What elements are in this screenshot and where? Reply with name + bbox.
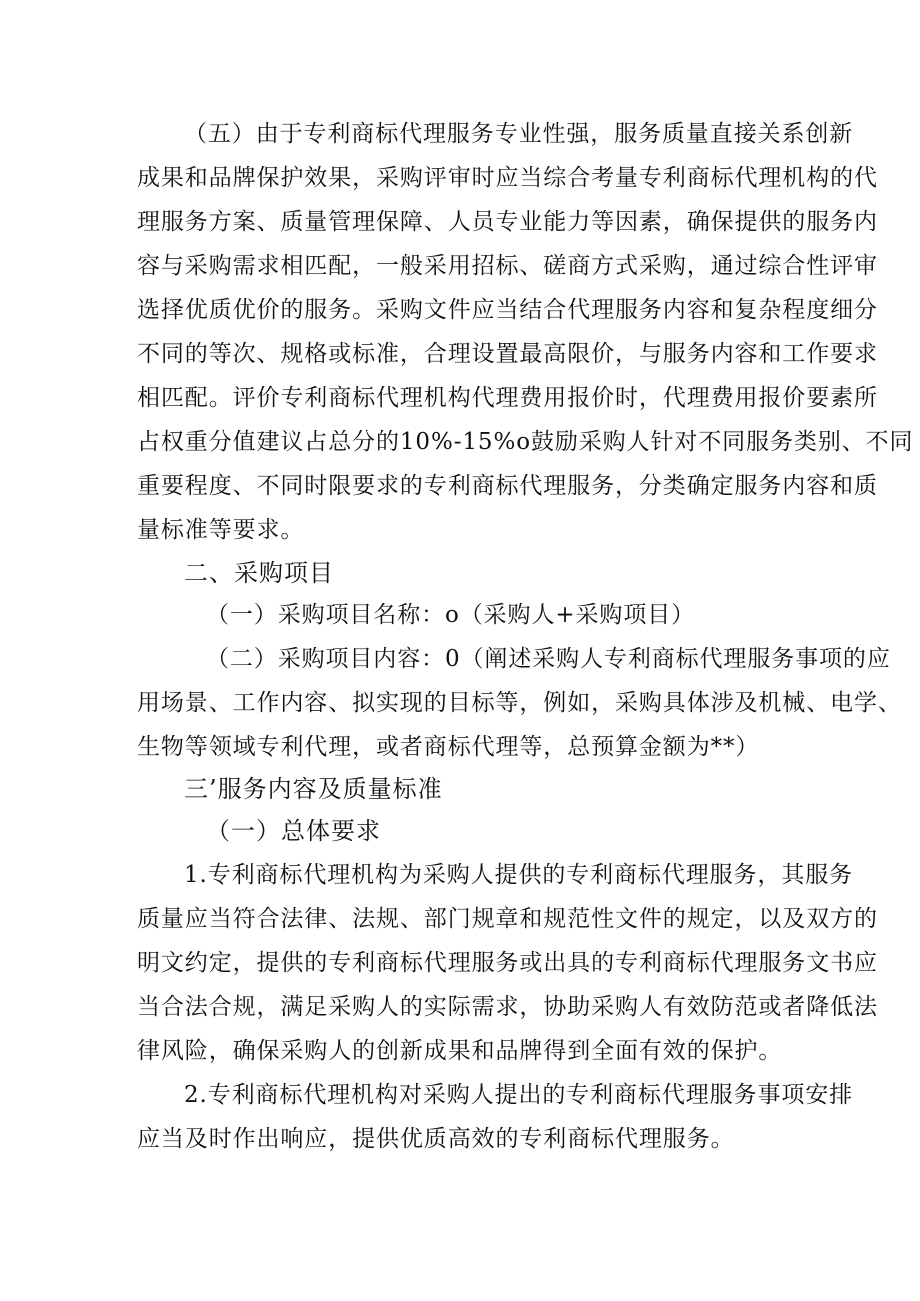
item-1-line: 1.专利商标代理机构为采购人提供的专利商标代理服务，其服务 xyxy=(184,862,854,888)
paragraph-line: 量标准等要求。 xyxy=(137,517,305,543)
item-1-line: 质量应当符合法律、法规、部门规章和规范性文件的规定，以及双方的 xyxy=(137,906,878,932)
item-1-line: 当合法合规，满足采购人的实际需求，协助采购人有效防范或者降低法 xyxy=(137,994,878,1020)
item-2-line: 应当及时作出响应，提供优质高效的专利商标代理服务。 xyxy=(137,1126,735,1152)
paragraph-line: 不同的等次、规格或标准，合理设置最高限价，与服务内容和工作要求 xyxy=(137,341,878,367)
paragraph-line: 占权重分值建议占总分的10%-15%o鼓励采购人针对不同服务类别、不同 xyxy=(137,429,914,455)
item-2-line: 2.专利商标代理机构对采购人提出的专利商标代理服务事项安排 xyxy=(184,1082,854,1108)
item-1-line: 明文约定，提供的专利商标代理服务或出具的专利商标代理服务文书应 xyxy=(137,950,878,976)
item-project-content-line: （二）采购项目内容：0（阐述采购人专利商标代理服务事项的应 xyxy=(206,646,891,672)
section-heading-procurement-project: 二、采购项目 xyxy=(184,559,334,587)
paragraph-line: 相匹配。评价专利商标代理机构代理费用报价时，代理费用报价要素所 xyxy=(137,385,878,411)
item-project-content-line: 生物等领域专利代理，或者商标代理等，总预算金额为**） xyxy=(137,734,760,760)
item-1-line: 律风险，确保采购人的创新成果和品牌得到全面有效的保护。 xyxy=(137,1038,783,1064)
paragraph-line: 重要程度、不同时限要求的专利商标代理服务，分类确定服务内容和质 xyxy=(137,473,878,499)
paragraph-line: 成果和品牌保护效果，采购评审时应当综合考量专利商标代理机构的代 xyxy=(137,165,878,191)
paragraph-line: 理服务方案、质量管理保障、人员专业能力等因素，确保提供的服务内 xyxy=(137,209,878,235)
paragraph-line: 容与采购需求相匹配，一般采用招标、磋商方式采购，通过综合性评审 xyxy=(137,253,878,279)
paragraph-line: （五）由于专利商标代理服务专业性强，服务质量直接关系创新 xyxy=(184,121,854,147)
paragraph-line: 选择优质优价的服务。采购文件应当结合代理服务内容和复杂程度细分 xyxy=(137,297,878,323)
item-project-name: （一）采购项目名称：o（采购人+采购项目） xyxy=(206,602,696,628)
item-project-content-line: 用场景、工作内容、拟实现的目标等，例如，采购具体涉及机械、电学、 xyxy=(137,690,902,716)
section-heading-service-content: 三’服务内容及质量标准 xyxy=(184,775,443,803)
subheading-general-requirements: （一）总体要求 xyxy=(206,817,381,845)
